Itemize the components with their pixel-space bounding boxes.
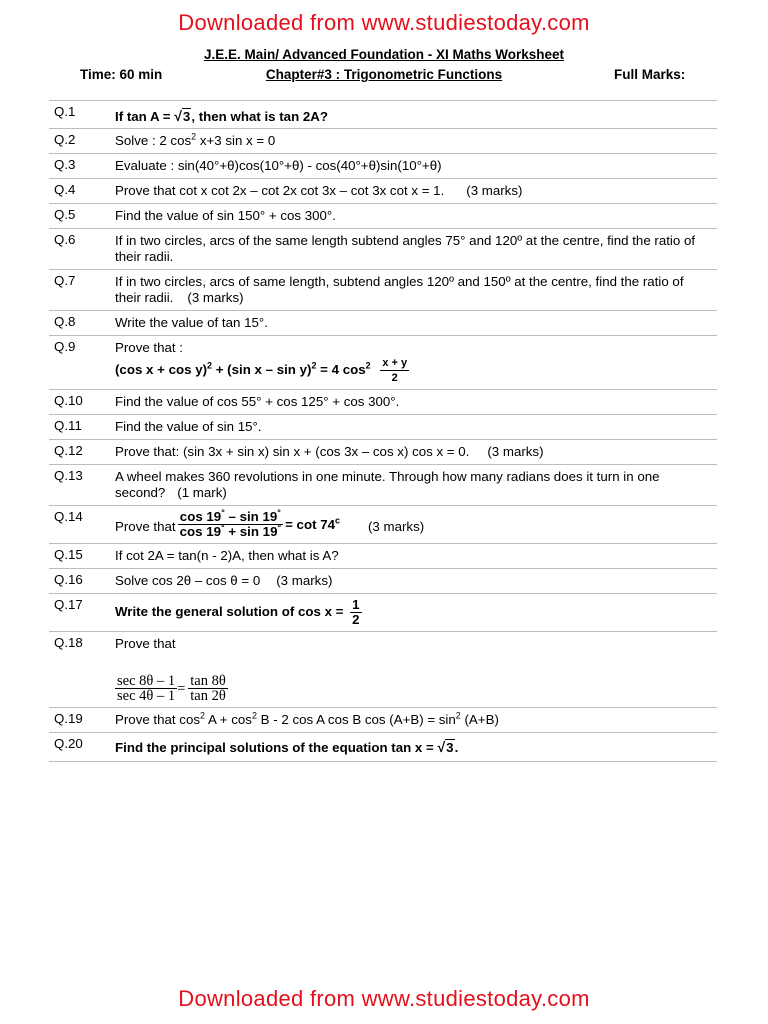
question-text: Find the value of cos 55° + cos 125° + cos 300°. xyxy=(115,394,400,409)
question-number: Q.9 xyxy=(54,339,76,354)
question-row xyxy=(49,733,717,762)
question-row xyxy=(49,569,717,594)
question-number: Q.5 xyxy=(54,207,76,222)
question-row xyxy=(49,311,717,336)
marks-label: (3 marks) xyxy=(276,573,333,588)
question-row xyxy=(49,204,717,229)
question-number: Q.1 xyxy=(54,104,76,119)
question-row xyxy=(49,465,717,506)
fraction: $\frac{x + y}{2}$ xyxy=(382,357,408,384)
question-number: Q.19 xyxy=(54,711,83,726)
question-number: Q.4 xyxy=(54,182,76,197)
marks-label: (3 marks) xyxy=(487,444,544,459)
question-number: Q.11 xyxy=(54,418,82,433)
question-number: Q.17 xyxy=(54,597,83,612)
download-banner-bottom: Downloaded from www.studiestoday.com xyxy=(178,986,590,1011)
fraction: $\frac{1}{2}$ xyxy=(352,597,360,627)
question-row xyxy=(49,390,717,415)
question-row xyxy=(49,708,717,733)
question-text: Prove that : (cos x + cos y)$^2$ + (sin x – sin y)$^2$ = 4 $\cos^2$ $\frac{x + y}{2}$ xyxy=(115,336,717,389)
question-text: If in two circles, arcs of the same length subtend angles 75° and 120º at the centre, find the ratio of their radii. xyxy=(115,233,696,264)
question-text: Find the value of sin 150° + cos 300°. xyxy=(115,208,336,223)
question-text: Evaluate : sin(40°+θ)cos(10°+θ) - cos(40°+θ)sin(10°+θ) xyxy=(115,158,442,173)
marks-label: (1 mark) xyxy=(177,485,227,500)
question-row xyxy=(49,270,717,311)
question-text: If tan A = √3, then what is tan 2A? xyxy=(115,108,329,124)
question-row xyxy=(49,229,717,270)
chapter-label: Chapter#3 : Trigonometric Functions xyxy=(265,67,503,82)
question-text: If in two circles, arcs of same length, subtend angles 120º and 150º at the centre, find the ratio of their radii. (3 marks) xyxy=(115,274,684,305)
question-table xyxy=(49,100,717,762)
question-text: Find the principal solutions of the equation tan x = √3. xyxy=(115,739,459,755)
fraction: $\frac{\cos 19^\circ - \sin 19^\circ}{\cos 19^\circ + \sin 19^\circ}$ xyxy=(179,507,282,539)
question-row xyxy=(49,440,717,465)
time-label: Time: 60 min xyxy=(80,67,163,82)
worksheet-meta xyxy=(0,67,768,85)
question-number: Q.12 xyxy=(54,443,83,458)
question-number: Q.2 xyxy=(54,132,76,147)
identity-expression: $\frac{\sec 8\theta - 1}{\sec 4\theta - 1}$ = $\frac{\tan 8\theta}{\tan 2\theta}$ xyxy=(117,673,226,704)
question-number: Q.10 xyxy=(54,393,83,408)
question-text: Write the general solution of cos x = $\frac{1}{2}$ xyxy=(115,597,360,627)
question-text: Write the value of tan 15°. xyxy=(115,315,268,330)
marks-label: (3 marks) xyxy=(187,290,244,305)
download-banner-top: Downloaded from www.studiestoday.com xyxy=(178,10,590,35)
question-row xyxy=(49,179,717,204)
question-row xyxy=(49,129,717,154)
marks-label: (3 marks) xyxy=(368,519,425,534)
question-text: If cot 2A = tan(n - 2)A, then what is A? xyxy=(115,548,339,563)
question-number: Q.3 xyxy=(54,157,76,172)
question-row xyxy=(49,544,717,569)
fraction: $\frac{\tan 8\theta}{\tan 2\theta}$ xyxy=(190,673,226,704)
sqrt-symbol: √3 xyxy=(437,739,454,755)
identity-expression: (cos x + cos y)$^2$ + (sin x – sin y)$^2$ = 4 $\cos^2$ $\frac{x + y}{2}$ xyxy=(115,357,408,384)
question-number: Q.16 xyxy=(54,572,83,587)
question-number: Q.20 xyxy=(54,736,83,751)
question-number: Q.6 xyxy=(54,232,76,247)
question-number: Q.13 xyxy=(54,468,83,483)
question-row xyxy=(49,594,717,632)
question-row xyxy=(49,506,717,544)
question-row xyxy=(49,336,717,390)
question-number: Q.8 xyxy=(54,314,76,329)
question-text: Solve cos 2θ – cos θ = 0 (3 marks) xyxy=(115,573,333,588)
marks-label: (3 marks) xyxy=(466,183,523,198)
question-row xyxy=(49,415,717,440)
question-text: Prove that: (sin 3x + sin x) sin x + (cos 3x – cos x) cos x = 0. (3 marks) xyxy=(115,444,544,459)
question-text: Prove that $\frac{\cos 19^\circ - \sin 19^\circ}{\cos 19^\circ + \sin 19^\circ}$ = cot 74$^c$ (3 marks) xyxy=(115,507,425,539)
question-number: Q.15 xyxy=(54,547,83,562)
question-number: Q.18 xyxy=(54,635,83,650)
worksheet-title: J.E.E. Main/ Advanced Foundation - XI Maths Worksheet xyxy=(203,47,565,62)
question-number: Q.14 xyxy=(54,509,83,524)
question-row xyxy=(49,632,717,708)
question-text: Prove that cot x cot 2x – cot 2x cot 3x – cot 3x cot x = 1. (3 marks) xyxy=(115,183,523,198)
question-row xyxy=(49,101,717,129)
question-text: Prove that $\frac{\sec 8\theta - 1}{\sec 4\theta - 1}$ = $\frac{\tan 8\theta}{\tan 2\theta}$ xyxy=(115,632,717,707)
question-number: Q.7 xyxy=(54,273,76,288)
sqrt-symbol: √3 xyxy=(174,108,191,124)
fraction: $\frac{\sec 8\theta - 1}{\sec 4\theta - 1}$ xyxy=(117,673,176,704)
question-text: A wheel makes 360 revolutions in one minute. Through how many radians does it turn in one second? (1 mark) xyxy=(115,469,660,500)
question-row xyxy=(49,154,717,179)
question-text: Prove that $\cos^2 A + \cos^2 B - 2$ cos A cos B $\cos (A+B) = \sin^2 (A+B)$ xyxy=(115,710,499,727)
full-marks-label: Full Marks: xyxy=(614,67,686,82)
question-text: Solve : 2 $\cos^2 x+3$ sin x = 0 xyxy=(115,131,276,148)
question-text: Find the value of sin 15°. xyxy=(115,419,262,434)
